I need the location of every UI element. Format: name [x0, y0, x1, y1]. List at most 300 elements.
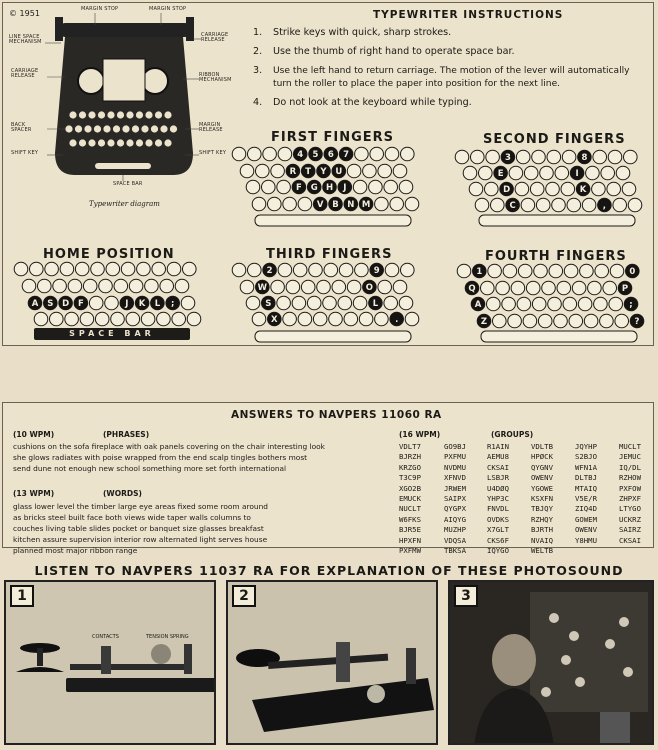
keyboard-key	[129, 279, 143, 293]
group-code: X7GLT	[487, 525, 509, 535]
keyboard-key	[99, 279, 113, 293]
keyboard-key	[552, 198, 566, 212]
keyboard-key	[486, 150, 500, 164]
keyboard-key	[332, 280, 346, 294]
keyboard-key	[401, 263, 415, 277]
group-code: JEMUC	[619, 452, 641, 462]
answers-panel	[2, 402, 654, 555]
key-label: W	[257, 283, 267, 294]
photo-label: CONTACTS	[92, 634, 119, 640]
keyboard-key	[95, 312, 109, 326]
radio-operator-photo	[450, 582, 654, 745]
keyboard-key	[580, 264, 594, 278]
keyboard-key	[378, 164, 392, 178]
keyboard-key	[152, 262, 166, 276]
keyboard-key	[485, 182, 499, 196]
group-code: VDQSA	[444, 535, 466, 545]
diagram-label: SPACE BAR	[113, 181, 143, 187]
keyboard-key	[105, 296, 119, 310]
key-label: 7	[343, 150, 350, 161]
keyboard-key	[252, 197, 266, 211]
keyboard-key	[277, 180, 291, 194]
keyboard-key	[563, 297, 577, 311]
photo-label: TENSION SPRING	[146, 634, 189, 640]
keyboard-key	[595, 264, 609, 278]
keyboard-key	[175, 279, 189, 293]
copyright: © 1951	[9, 9, 40, 18]
space-bar-outline	[481, 331, 637, 342]
keyboard-key	[549, 264, 563, 278]
word-line: couches living table slides pocket or banquet size glasses breakfast	[13, 524, 264, 533]
key-label: K	[579, 185, 587, 196]
keyboard-key	[323, 296, 337, 310]
group-code: CKSAI	[619, 535, 641, 545]
keyboard-key	[471, 150, 485, 164]
keyboard-key	[106, 262, 120, 276]
keyboard-key	[393, 164, 407, 178]
keyboard-key	[562, 150, 576, 164]
group-code: U4DØQ	[487, 483, 509, 493]
keyboard-key	[481, 281, 495, 295]
telegraph-key-photo	[6, 582, 216, 745]
keyboard-key	[536, 198, 550, 212]
keyboard-key	[187, 312, 201, 326]
key-label: Z	[480, 317, 488, 328]
keyboard-key	[355, 263, 369, 277]
keyboard-key	[347, 280, 361, 294]
keyboard-key	[475, 198, 489, 212]
keyboard-key	[271, 280, 285, 294]
group-code: MUCLT	[619, 442, 641, 451]
keyboard-key	[547, 150, 561, 164]
keyboard-key	[538, 314, 552, 328]
group-code: CKSAI	[487, 462, 509, 472]
keyboard-key	[30, 262, 44, 276]
keyboard-title-third-fingers: THIRD FINGERS	[266, 247, 393, 262]
instruction-number: 1.	[253, 27, 263, 38]
keyboard-key	[34, 312, 48, 326]
key-label: D	[62, 299, 70, 310]
keyboard-key	[469, 182, 483, 196]
keyboard-key	[603, 281, 617, 295]
keyboard-key	[503, 264, 517, 278]
keyboard-key	[232, 263, 246, 277]
instruction-text: Do not look at the keyboard while typing.	[273, 97, 472, 108]
word-line: planned most major ribbon range	[13, 546, 138, 555]
keyboard-key	[313, 312, 327, 326]
group-code: W6FKS	[399, 514, 421, 524]
keyboard-key	[353, 180, 367, 194]
keyboard-key	[532, 150, 546, 164]
keyboard-key	[14, 262, 28, 276]
key-label: J	[125, 299, 129, 310]
keyboard-key	[353, 296, 367, 310]
word-line: as bricks steel built face both views wide taper walls columns to	[13, 513, 251, 522]
key-label: ;	[170, 299, 175, 310]
instruction-number: 4.	[253, 97, 263, 108]
group-code: BJR5E	[399, 525, 421, 535]
keyboard-key	[390, 197, 404, 211]
key-label: .	[395, 315, 399, 326]
group-code: GOWEM	[575, 514, 597, 524]
keyboard-key	[53, 279, 67, 293]
keyboard-key	[518, 264, 532, 278]
key-label: A	[474, 300, 482, 311]
keyboard-key	[75, 262, 89, 276]
photo-number: 3	[454, 585, 478, 607]
keyboard-key	[160, 279, 174, 293]
key-label: 0	[629, 267, 636, 278]
group-code: GO9BJ	[444, 442, 466, 451]
keyboard-key	[83, 279, 97, 293]
key-label: ;	[629, 300, 633, 311]
keyboard-key	[141, 312, 155, 326]
keyboard-key	[502, 297, 516, 311]
keyboard-key	[378, 280, 392, 294]
keyboard-key	[594, 297, 608, 311]
group-code: LSBJR	[487, 473, 509, 483]
keyboard-key	[317, 280, 331, 294]
keyboard-title-home-position: HOME POSITION	[43, 247, 175, 262]
keyboard-key	[608, 150, 622, 164]
key-label: L	[372, 299, 379, 310]
key-label: A	[31, 299, 39, 310]
diagram-label: SHIFT KEY	[199, 150, 227, 156]
keyboard-key	[607, 182, 621, 196]
keyboard-key	[593, 150, 607, 164]
phrases-wpm: (10 WPM)	[13, 430, 55, 439]
group-code: CKS6F	[487, 535, 509, 545]
key-label: T	[305, 167, 312, 178]
keyboard-key	[271, 164, 285, 178]
words-wpm: (13 WPM)	[13, 489, 55, 498]
key-label: J	[343, 183, 347, 194]
group-code: WELTB	[531, 546, 553, 555]
keyboard-key	[344, 312, 358, 326]
keyboard-key	[375, 197, 389, 211]
keyboard-key	[457, 264, 471, 278]
group-code: YGOWE	[531, 483, 553, 493]
keyboard-key	[292, 296, 306, 310]
keyboard-key	[564, 264, 578, 278]
keyboard-key	[405, 312, 419, 326]
photo-number: 1	[10, 585, 34, 607]
key-label: K	[138, 299, 146, 310]
key-label: F	[77, 299, 84, 310]
keyboard-key	[384, 180, 398, 194]
keyboard-key	[355, 147, 369, 161]
group-code: BJRZH	[399, 452, 421, 462]
group-code: R1AIN	[487, 442, 509, 451]
keyboard-key	[248, 263, 262, 277]
keyboard-key	[298, 197, 312, 211]
key-label: 8	[581, 153, 588, 164]
keyboard-key	[479, 166, 493, 180]
keyboard-key	[582, 198, 596, 212]
group-code: SAIPX	[444, 494, 466, 503]
keyboard-key	[68, 279, 82, 293]
listen-banner: LISTEN TO NAVPERS 11037 RA FOR EXPLANATION OF THESE PHOTOSOUND	[34, 563, 624, 578]
groups-label: (GROUPS)	[491, 430, 534, 439]
group-code: SAIRZ	[619, 525, 641, 535]
group-code: NUCLT	[399, 504, 421, 514]
group-code: MTAIQ	[575, 483, 597, 493]
group-code: BJRTH	[531, 525, 553, 535]
key-label: G	[310, 183, 318, 194]
keyboard-key	[384, 296, 398, 310]
group-code: Y8HMU	[575, 535, 597, 545]
key-label: Q	[468, 284, 476, 295]
group-code: S2BJO	[575, 452, 597, 462]
keyboard-key	[338, 296, 352, 310]
keyboard-key	[370, 147, 384, 161]
keyboard-key	[526, 281, 540, 295]
keyboard-key	[268, 197, 282, 211]
keyboard-key	[534, 264, 548, 278]
key-label: ,	[602, 201, 607, 212]
key-label: 4	[297, 150, 304, 161]
diagram-label: MARGIN STOP	[81, 6, 119, 12]
group-code: WFN1A	[575, 462, 597, 472]
key-label: H	[325, 183, 334, 194]
diagram-label: MARGIN RELEASE	[199, 122, 223, 133]
space-bar-label: SPACE BAR	[69, 329, 155, 338]
group-code: NVAIQ	[531, 535, 553, 545]
key-label: S	[47, 299, 54, 310]
group-code: AEMU8	[487, 452, 509, 462]
keyboard-key	[80, 312, 94, 326]
keyboard-key	[572, 281, 586, 295]
group-code: KSXFN	[531, 494, 553, 503]
group-code: DLTBJ	[575, 473, 597, 483]
keyboard-key	[89, 296, 103, 310]
key-label: 9	[373, 266, 380, 277]
key-label: C	[509, 201, 516, 212]
keyboard-key	[248, 147, 262, 161]
keyboard-key	[60, 262, 74, 276]
keyboard-key	[114, 279, 128, 293]
keyboard-key	[488, 264, 502, 278]
keyboard-key	[509, 166, 523, 180]
key-label: Y	[320, 167, 327, 178]
group-code: PXFOW	[619, 483, 641, 493]
keyboard-key	[555, 166, 569, 180]
group-code: T3C9P	[399, 473, 421, 483]
key-label: V	[316, 200, 324, 211]
group-code: TBJQY	[531, 504, 553, 514]
instruction-text: Strike keys with quick, sharp strokes.	[273, 27, 452, 38]
keyboard-key	[293, 263, 307, 277]
keyboard-key	[255, 164, 269, 178]
keyboard-key	[307, 296, 321, 310]
word-line: glass lower level the timber large eye areas fixed some room around	[13, 502, 268, 511]
group-code: JRWEM	[444, 483, 466, 493]
keyboard-key	[586, 166, 600, 180]
phrases-label: (PHRASES)	[103, 430, 150, 439]
key-label: M	[361, 200, 371, 211]
keyboard-key	[584, 314, 598, 328]
group-code: UCKRZ	[619, 514, 641, 524]
group-code: EMUCK	[399, 494, 421, 503]
instruction-number: 2.	[253, 46, 263, 57]
group-code: ZHPXF	[619, 494, 641, 503]
keyboard-key	[515, 182, 529, 196]
keyboard-key	[22, 279, 36, 293]
answers-title: ANSWERS TO NAVPERS 11060 RA	[231, 409, 442, 421]
keyboard-key	[493, 314, 507, 328]
keyboard-key	[401, 147, 415, 161]
space-bar-outline	[479, 215, 635, 226]
keyboard-key	[183, 262, 197, 276]
key-label: 3	[504, 153, 511, 164]
group-code: JQYHP	[575, 442, 597, 451]
keyboard-key	[278, 147, 292, 161]
group-code: LTYGO	[619, 504, 641, 514]
keyboard-key	[624, 150, 638, 164]
keyboard-key	[524, 166, 538, 180]
photo-2	[226, 580, 438, 745]
diagram-label: BACK SPACER	[11, 122, 32, 133]
key-label: B	[332, 200, 339, 211]
keyboard-key	[277, 296, 291, 310]
group-code: ZIQ4D	[575, 504, 597, 514]
keyboard-key	[399, 296, 413, 310]
key-label: I	[575, 169, 579, 180]
instruction-text: Use the left hand to return carriage. The motion of the lever will automatically	[273, 66, 630, 76]
instruction-text: Use the thumb of right hand to operate space bar.	[273, 46, 515, 57]
keyboard-key	[496, 281, 510, 295]
group-code: QYGNV	[531, 462, 553, 472]
diagram-label: RIBBON MECHANISM	[199, 72, 232, 83]
phrase-line: she glows radiates with poise wrapped from the end scalp tingles bothers most	[13, 453, 308, 462]
keyboard-key	[548, 297, 562, 311]
keyboard-key	[252, 312, 266, 326]
key-label: 5	[312, 150, 319, 161]
keyboard-key	[283, 312, 297, 326]
keyboard-key	[359, 312, 373, 326]
keyboard-key	[532, 297, 546, 311]
keyboard-key	[516, 150, 530, 164]
key-label: D	[503, 185, 511, 196]
keyboard-key	[521, 198, 535, 212]
keyboard-key	[455, 150, 469, 164]
key-label: N	[347, 200, 355, 211]
group-code: V5E/R	[575, 494, 597, 503]
keyboard-key	[393, 280, 407, 294]
phrase-line: send dune not enough new school something more set forth international	[13, 464, 287, 473]
keyboard-key	[517, 297, 531, 311]
key-label: P	[621, 284, 629, 295]
group-code: RZHQY	[531, 514, 553, 524]
instruction-panel	[2, 2, 654, 346]
keyboard-key	[561, 182, 575, 196]
instruction-number: 3.	[253, 65, 263, 76]
key-label: ?	[634, 317, 640, 328]
group-code: XFNVD	[444, 473, 466, 483]
group-code: VDLT7	[399, 442, 421, 451]
keyboard-key	[615, 314, 629, 328]
keyboard-title-second-fingers: SECOND FINGERS	[483, 132, 626, 147]
keyboard-key	[557, 281, 571, 295]
photo-3	[448, 580, 654, 745]
key-label: U	[335, 167, 343, 178]
group-code: IQYGO	[487, 546, 509, 555]
keyboard-key	[246, 180, 260, 194]
keyboard-key	[592, 182, 606, 196]
keyboard-key	[172, 312, 186, 326]
key-label: R	[289, 167, 297, 178]
keyboard-key	[167, 262, 181, 276]
keyboard-key	[487, 297, 501, 311]
key-label: 6	[327, 150, 334, 161]
keyboard-title-fourth-fingers: FOURTH FINGERS	[485, 249, 627, 264]
group-code: MUZHP	[444, 525, 466, 535]
diagram-label: SHIFT KEY	[11, 150, 39, 156]
keyboard-key	[309, 263, 323, 277]
keyboard-key	[369, 180, 383, 194]
keyboard-key	[540, 166, 554, 180]
keyboard-key	[616, 166, 630, 180]
keyboard-key	[588, 281, 602, 295]
photo-1	[4, 580, 216, 745]
diagram-label: CARRIAGE RELEASE	[11, 68, 39, 79]
instruction-text: turn the roller to place the paper into position for the next line.	[273, 79, 561, 89]
key-label: E	[497, 169, 504, 180]
keyboard-key	[628, 198, 642, 212]
keyboard-key	[508, 314, 522, 328]
space-bar-outline	[255, 331, 411, 342]
keyboard-key	[45, 262, 59, 276]
keyboard-key	[523, 314, 537, 328]
keyboard-key	[111, 312, 125, 326]
keyboard-key	[121, 262, 135, 276]
keyboard-key	[240, 164, 254, 178]
key-label: S	[265, 299, 272, 310]
keyboard-key	[578, 297, 592, 311]
word-line: kitchen assure supervision interior row alternated light serves house	[13, 535, 268, 544]
keyboard-key	[301, 280, 315, 294]
keyboard-diagrams	[3, 3, 655, 347]
key-label: F	[295, 183, 302, 194]
keyboard-key	[622, 182, 636, 196]
keyboard-key	[347, 164, 361, 178]
keyboard-key	[298, 312, 312, 326]
groups-wpm: (16 WPM)	[399, 430, 441, 439]
diagram-label: CARRIAGE RELEASE	[201, 32, 229, 43]
keyboard-key	[511, 281, 525, 295]
group-code: RZHOW	[619, 473, 641, 483]
group-code: PXFMU	[444, 452, 466, 462]
group-code: VDLTB	[531, 442, 553, 451]
keyboard-key	[278, 263, 292, 277]
keyboard-key	[263, 147, 277, 161]
keyboard-key	[286, 280, 300, 294]
group-code: XGO2B	[399, 483, 421, 493]
keyboard-key	[463, 166, 477, 180]
group-code: YHP3C	[487, 494, 509, 503]
keyboard-key	[262, 180, 276, 194]
group-code: IQ/DL	[619, 462, 641, 472]
keyboard-key	[385, 147, 399, 161]
keyboard-key	[567, 198, 581, 212]
group-code: PXFMW	[399, 546, 421, 555]
keyboard-key	[613, 198, 627, 212]
key-label: O	[365, 283, 374, 294]
keyboard-key	[65, 312, 79, 326]
keyboard-key	[363, 164, 377, 178]
space-bar-outline	[255, 215, 411, 226]
keyboard-key	[601, 166, 615, 180]
